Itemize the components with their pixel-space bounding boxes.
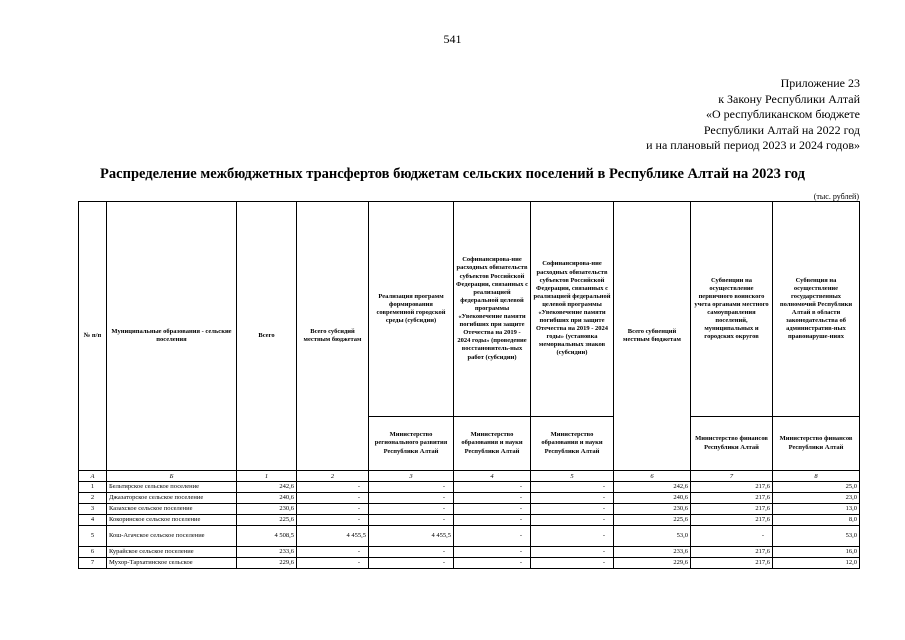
cell-admin-offenses: 8,0: [773, 515, 860, 526]
cell-cofin-signs: -: [531, 526, 614, 547]
column-letter: 3: [369, 471, 454, 482]
row-num: 1: [79, 482, 107, 493]
column-letter: Б: [107, 471, 237, 482]
column-letter: 1: [237, 471, 297, 482]
appendix-line: и на плановый период 2023 и 2024 годов»: [646, 138, 860, 152]
row-name: Джазаторское сельское поселение: [107, 493, 237, 504]
appendix-line: к Закону Республики Алтай: [718, 91, 860, 106]
column-letter: 2: [297, 471, 369, 482]
cell-military-registration: 217,6: [691, 558, 773, 569]
cell-cofin-restoration: -: [454, 482, 531, 493]
row-name: Кокоринское сельское поселение: [107, 515, 237, 526]
column-letter: 7: [691, 471, 773, 482]
cell-cofin-signs: -: [531, 482, 614, 493]
table-row: [79, 504, 860, 515]
cell-admin-offenses: 53,0: [773, 526, 860, 547]
row-name: Курайское сельское поселение: [107, 547, 237, 558]
header-subventions-total: Всего субвенций местным бюджетам: [614, 202, 691, 471]
row-num: 2: [79, 493, 107, 504]
cell-total: 225,6: [237, 515, 297, 526]
row-num: 5: [79, 526, 107, 547]
table-row: [79, 493, 860, 504]
cell-admin-offenses: 23,0: [773, 493, 860, 504]
cell-urban-environment: -: [369, 493, 454, 504]
header-ministry-education: Министерство образования и науки Республики Алтай: [454, 417, 531, 471]
cell-admin-offenses: 25,0: [773, 482, 860, 493]
appendix-line: Приложение 23: [780, 76, 860, 90]
header-subsidies-total: Всего субсидий местным бюджетам: [297, 202, 369, 471]
cell-total: 229,6: [237, 558, 297, 569]
header-urban-environment: Реализация программ формирования современной городской среды (субсидии): [369, 202, 454, 417]
cell-subsidies-total: -: [297, 558, 369, 569]
cell-admin-offenses: 12,0: [773, 558, 860, 569]
header-ministry-finance: Министерство финансов Республики Алтай: [773, 417, 860, 471]
header-cofin-restoration: Софинансирова-ние расходных обязательств субъектов Российской Федерации, связанных с реализацией федеральной целевой программы «Увековечение памяти погибших при защите Отечества на 2019 - 2024 годы» (проведение восстановитель-ных работ (субсидии): [454, 202, 531, 417]
header-ministry-finance: Министерство финансов Республики Алтай: [691, 417, 773, 471]
cell-subventions-total: 230,6: [614, 504, 691, 515]
cell-military-registration: 217,6: [691, 515, 773, 526]
header-cofin-signs: Софинансирова-ние расходных обязательств субъектов Российской Федерации, связанных с реализацией федеральной целевой программы «Увековечение памяти погибших при защите Отечества на 2019 - 2024 годы» (установка мемориальных знаков (субсидии): [531, 202, 614, 417]
cell-cofin-restoration: -: [454, 515, 531, 526]
table-row: [79, 515, 860, 526]
cell-cofin-restoration: -: [454, 504, 531, 515]
column-letter: 6: [614, 471, 691, 482]
cell-cofin-signs: -: [531, 547, 614, 558]
row-name: Кош-Агачское сельское поселение: [107, 526, 237, 547]
cell-urban-environment: -: [369, 547, 454, 558]
cell-total: 233,6: [237, 547, 297, 558]
cell-cofin-signs: -: [531, 515, 614, 526]
row-num: 4: [79, 515, 107, 526]
cell-cofin-restoration: -: [454, 558, 531, 569]
cell-urban-environment: -: [369, 558, 454, 569]
appendix-line: Республики Алтай на 2022 год: [703, 122, 860, 137]
cell-military-registration: -: [691, 526, 773, 547]
cell-subventions-total: 229,6: [614, 558, 691, 569]
column-letter: А: [79, 471, 107, 482]
cell-cofin-signs: -: [531, 493, 614, 504]
cell-subsidies-total: -: [297, 482, 369, 493]
cell-admin-offenses: 13,0: [773, 504, 860, 515]
cell-military-registration: 217,6: [691, 482, 773, 493]
cell-total: 230,6: [237, 504, 297, 515]
cell-military-registration: 217,6: [691, 493, 773, 504]
cell-subventions-total: 225,6: [614, 515, 691, 526]
cell-total: 240,6: [237, 493, 297, 504]
column-letter: 8: [773, 471, 860, 482]
row-name: Мухор-Тархатинское сельское: [107, 558, 237, 569]
transfers-table: [78, 201, 860, 569]
cell-military-registration: 217,6: [691, 547, 773, 558]
cell-admin-offenses: 16,0: [773, 547, 860, 558]
appendix-line: «О республиканском бюджете: [705, 107, 860, 121]
column-letter: 4: [454, 471, 531, 482]
cell-urban-environment: -: [369, 482, 454, 493]
column-letter: 5: [531, 471, 614, 482]
cell-subventions-total: 233,6: [614, 547, 691, 558]
page-number: 541: [443, 32, 462, 46]
units-note: (тыс. рублей): [813, 192, 859, 201]
document-title: Распределение межбюджетных трансфертов бюджетам сельских поселений в Республике Алтай на 2023 год: [100, 166, 805, 182]
cell-subventions-total: 53,0: [614, 526, 691, 547]
table-row: [79, 526, 860, 547]
header-num: № п/п: [79, 202, 107, 471]
cell-total: 4 508,5: [237, 526, 297, 547]
cell-subsidies-total: -: [297, 547, 369, 558]
cell-cofin-restoration: -: [454, 526, 531, 547]
cell-cofin-signs: -: [531, 558, 614, 569]
cell-cofin-signs: -: [531, 504, 614, 515]
row-num: 7: [79, 558, 107, 569]
cell-subsidies-total: -: [297, 504, 369, 515]
table-row: [79, 558, 860, 569]
appendix-note: [646, 76, 860, 154]
row-name: Казахское сельское поселение: [107, 504, 237, 515]
row-num: 3: [79, 504, 107, 515]
cell-subventions-total: 240,6: [614, 493, 691, 504]
header-admin-offenses: Субвенция на осуществление государственных полномочий Республики Алтай в области законодательства об административ-ных правонаруше-ниях: [773, 202, 860, 417]
table-row: [79, 547, 860, 558]
cell-subventions-total: 242,6: [614, 482, 691, 493]
cell-urban-environment: -: [369, 515, 454, 526]
row-num: 6: [79, 547, 107, 558]
cell-subsidies-total: 4 455,5: [297, 526, 369, 547]
cell-cofin-restoration: -: [454, 493, 531, 504]
header-total: Всего: [237, 202, 297, 471]
cell-military-registration: 217,6: [691, 504, 773, 515]
cell-urban-environment: -: [369, 504, 454, 515]
header-ministry-regional: Министерство регионального развития Республики Алтай: [369, 417, 454, 471]
row-name: Бельтирское сельское поселение: [107, 482, 237, 493]
cell-total: 242,6: [237, 482, 297, 493]
header-military-registration: Субвенции на осуществление первичного воинского учета органами местного самоуправления поселений, муниципальных и городских округов: [691, 202, 773, 417]
cell-subsidies-total: -: [297, 493, 369, 504]
cell-urban-environment: 4 455,5: [369, 526, 454, 547]
header-ministry-education: Министерство образования и науки Республики Алтай: [531, 417, 614, 471]
table-row: [79, 482, 860, 493]
cell-subsidies-total: -: [297, 515, 369, 526]
header-municipality: Муниципальные образования - сельские поселения: [107, 202, 237, 471]
cell-cofin-restoration: -: [454, 547, 531, 558]
